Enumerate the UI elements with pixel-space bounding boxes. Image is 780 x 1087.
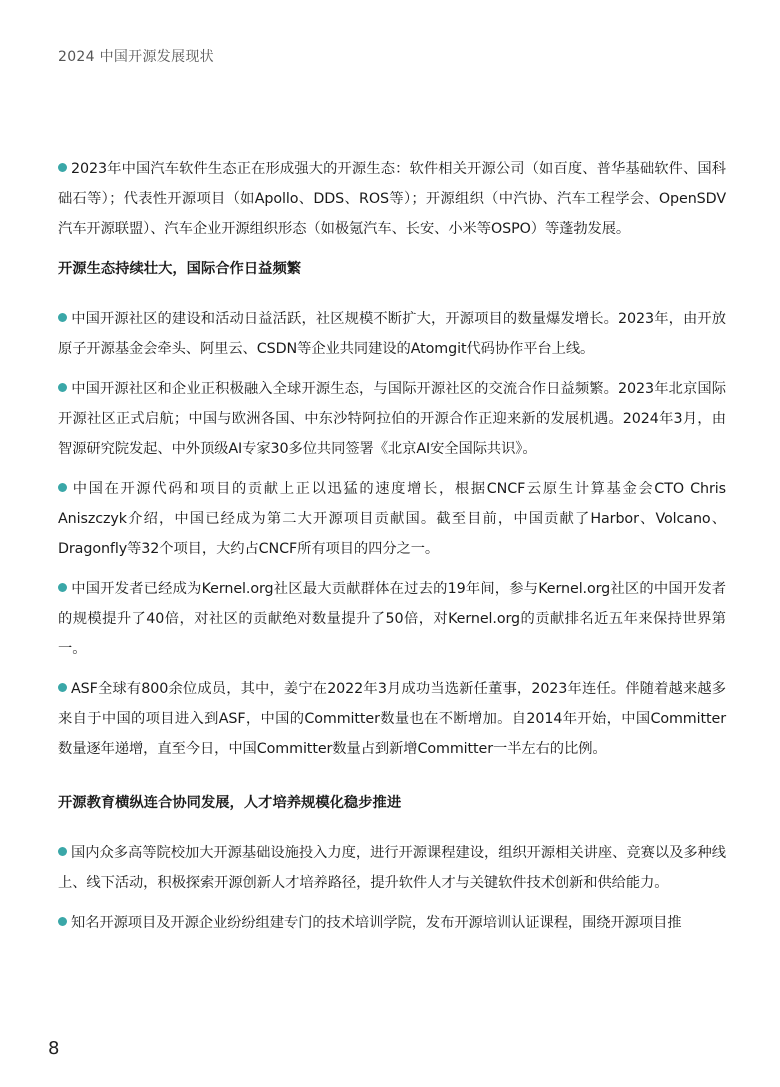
bullet-icon	[58, 583, 67, 592]
paragraph-text: 2023年中国汽车软件生态正在形成强大的开源生态：软件相关开源公司（如百度、普华基础软件、国科础石等）；代表性开源项目（如Apollo、DDS、ROS等）；开源组织（中汽协、汽车工程学会、OpenSDV汽车开源联盟）、汽车企业开源组织形态（如极氪汽车、长安、小米等OSPO）等蓬勃发展。	[58, 161, 726, 237]
bullet-icon	[58, 683, 67, 692]
bullet-icon	[58, 163, 67, 172]
bullet-icon	[58, 483, 67, 492]
running-header: 2024 中国开源发展现状	[58, 49, 214, 65]
document-body	[58, 154, 726, 948]
paragraph-text: ASF全球有800余位成员，其中，姜宁在2022年3月成功当选新任董事，2023年连任。伴随着越来越多来自于中国的项目进入到ASF，中国的Committer数量也在不断增加。自2014年开始，中国Committer数量逐年递增，直至今日，中国Committer数量占到新增Committer一半左右的比例。	[58, 681, 726, 757]
section-heading-education: 开源教育横纵连合协同发展，人才培养规模化稳步推进	[58, 795, 402, 811]
page-number: 8	[48, 1038, 60, 1059]
paragraph-text: 中国开源社区的建设和活动日益活跃，社区规模不断扩大，开源项目的数量爆发增长。2023年，由开放原子开源基金会牵头、阿里云、CSDN等企业共同建设的Atomgit代码协作平台上线。	[58, 311, 726, 357]
section-heading-ecosystem: 开源生态持续壮大，国际合作日益频繁	[58, 261, 302, 277]
paragraph-text: 知名开源项目及开源企业纷纷组建专门的技术培训学院，发布开源培训认证课程，围绕开源项目推	[71, 915, 682, 931]
intro-paragraph	[58, 154, 726, 244]
list-item	[58, 574, 726, 664]
list-item	[58, 838, 726, 898]
paragraph-text: 中国在开源代码和项目的贡献上正以迅猛的速度增长，根据CNCF云原生计算基金会CTO Chris Aniszczyk介绍，中国已经成为第二大开源项目贡献国。截至目前，中国贡献了Harbor、Volcano、Dragonfly等32个项目，大约占CNCF所有项目的四分之一。	[58, 481, 726, 557]
paragraph-text: 国内众多高等院校加大开源基础设施投入力度，进行开源课程建设，组织开源相关讲座、竞赛以及多种线上、线下活动，积极探索开源创新人才培养路径，提升软件人才与关键软件技术创新和供给能力。	[58, 845, 726, 891]
list-item	[58, 304, 726, 364]
bullet-icon	[58, 917, 67, 926]
list-item	[58, 674, 726, 764]
bullet-icon	[58, 313, 67, 322]
list-item	[58, 374, 726, 464]
bullet-icon	[58, 383, 67, 392]
list-item	[58, 908, 726, 938]
bullet-icon	[58, 847, 67, 856]
list-item	[58, 474, 726, 564]
paragraph-text: 中国开发者已经成为Kernel.org社区最大贡献群体在过去的19年间，参与Kernel.org社区的中国开发者的规模提升了40倍，对社区的贡献绝对数量提升了50倍，对Kernel.org的贡献排名近五年来保持世界第一。	[58, 581, 726, 657]
paragraph-text: 中国开源社区和企业正积极融入全球开源生态，与国际开源社区的交流合作日益频繁。2023年北京国际开源社区正式启航；中国与欧洲各国、中东沙特阿拉伯的开源合作正迎来新的发展机遇。2024年3月，由智源研究院发起、中外顶级AI专家30多位共同签署《北京AI安全国际共识》。	[58, 381, 726, 457]
